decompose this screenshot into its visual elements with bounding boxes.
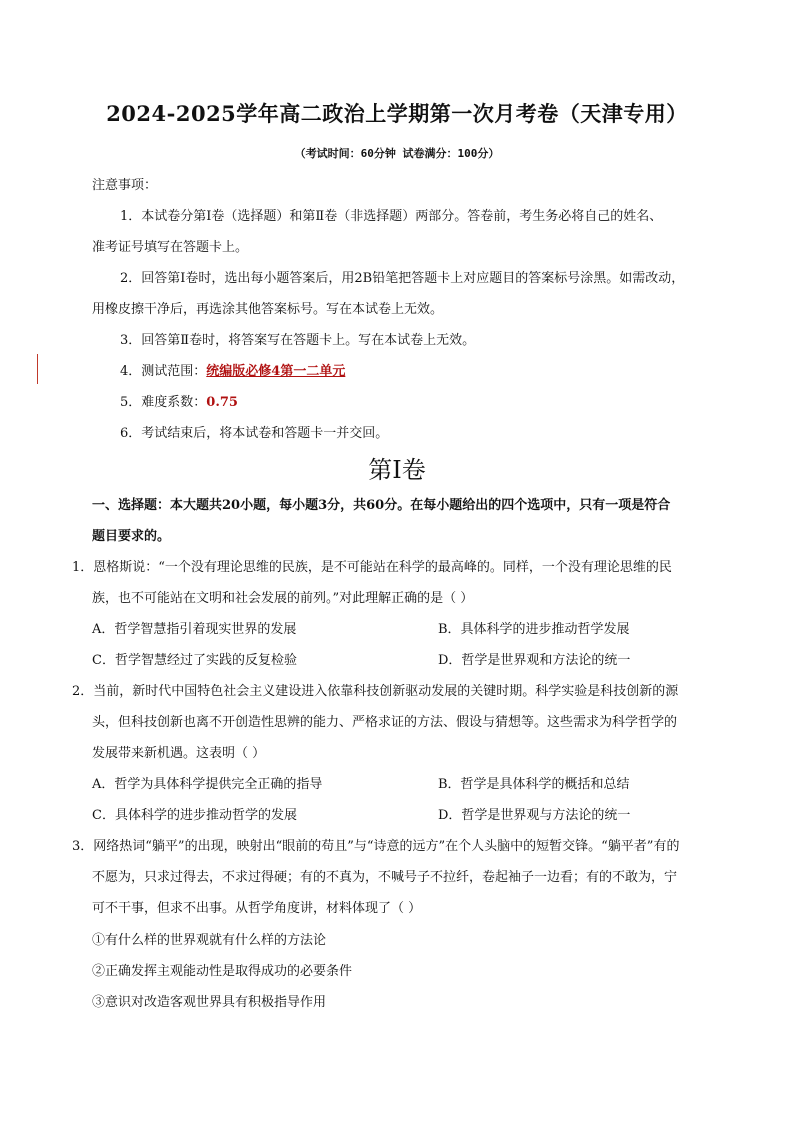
exam-subtitle: （考试时间：60分钟 试卷满分：100分） xyxy=(294,147,500,160)
question-1-line-1: 1．恩格斯说：“一个没有理论思维的民族，是不可能站在科学的最高峰的。同样，一个没有理论思维的民 xyxy=(72,560,672,575)
question-3-line-1: 3．网络热词“躺平”的出现，映射出“眼前的苟且”与“诗意的远方”在个人头脑中的短暂交锋。“躺平者”有的 xyxy=(72,839,680,854)
question-2-option-b: B．哲学是具体科学的概括和总结 xyxy=(438,777,630,792)
margin-mark xyxy=(37,354,38,384)
note-1-line-1: 1．本试卷分第Ⅰ卷（选择题）和第Ⅱ卷（非选择题）两部分。答卷前，考生务必将自己的姓名、 xyxy=(120,209,663,224)
note-4-prefix: 4．测试范围： xyxy=(120,364,207,379)
question-2-options-row-1 xyxy=(92,776,630,794)
question-2-line-3: 发展带来新机遇。这表明（ ） xyxy=(92,746,266,761)
note-3: 3．回答第Ⅱ卷时，将答案写在答题卡上。写在本试卷上无效。 xyxy=(120,333,476,348)
question-2-options-row-2 xyxy=(92,807,631,825)
question-3-item-3: ③意识对改造客观世界具有积极指导作用 xyxy=(92,995,327,1010)
question-2-option-a: A．哲学为具体科学提供完全正确的指导 xyxy=(92,777,323,792)
question-2-line-2: 头，但科技创新也离不开创造性思辨的能力、严格求证的方法、假设与猜想等。这些需求为科学哲学的 xyxy=(92,715,678,730)
note-6: 6．考试结束后，将本试卷和答题卡一并交回。 xyxy=(120,426,389,441)
note-2-line-2: 用橡皮擦干净后，再选涂其他答案标号。写在本试卷上无效。 xyxy=(92,302,444,317)
note-4 xyxy=(120,363,345,381)
difficulty-value: 0.75 xyxy=(206,395,238,410)
question-1-option-d: D．哲学是世界观和方法论的统一 xyxy=(438,653,631,668)
question-1-line-2: 族，也不可能站在文明和社会发展的前列。”对此理解正确的是（ ） xyxy=(92,591,474,606)
question-3-line-2: 不愿为，只求过得去，不求过得硬；有的不真为，不喊号子不拉纤，卷起袖子一边看；有的不敢为，宁 xyxy=(92,870,678,885)
note-5 xyxy=(120,394,238,412)
section-title: 第Ⅰ卷 xyxy=(368,456,426,484)
exam-title: 2024-2025学年高二政治上学期第一次月考卷（天津专用） xyxy=(106,101,688,126)
question-1-option-c: C．哲学智慧经过了实践的反复检验 xyxy=(92,653,297,668)
question-1-options-row-2 xyxy=(92,652,631,670)
question-3-item-2: ②正确发挥主观能动性是取得成功的必要条件 xyxy=(92,964,353,979)
question-1-option-b: B．具体科学的进步推动哲学发展 xyxy=(438,622,630,637)
test-scope: 统编版必修4第一二单元 xyxy=(206,364,346,379)
question-1-option-a: A．哲学智慧指引着现实世界的发展 xyxy=(92,622,297,637)
note-1-line-2: 准考证号填写在答题卡上。 xyxy=(92,240,249,255)
question-3-item-1: ①有什么样的世界观就有什么样的方法论 xyxy=(92,933,327,948)
question-2-option-c: C．具体科学的进步推动哲学的发展 xyxy=(92,808,297,823)
question-2-option-d: D．哲学是世界观与方法论的统一 xyxy=(438,808,631,823)
question-2-line-1: 2．当前，新时代中国特色社会主义建设进入依靠科技创新驱动发展的关键时期。科学实验是科技创新的源 xyxy=(72,684,679,699)
notes-heading: 注意事项： xyxy=(92,178,158,193)
section-instruction-line-1: 一、选择题：本大题共20小题，每小题3分，共60分。在每小题给出的四个选项中，只有一项是符合 xyxy=(92,498,671,513)
section-instruction-line-2: 题目要求的。 xyxy=(92,529,171,544)
question-1-options-row-1 xyxy=(92,621,630,639)
question-3-line-3: 可不干事，但求不出事。从哲学角度讲，材料体现了（ ） xyxy=(92,901,422,916)
note-2-line-1: 2．回答第Ⅰ卷时，选出每小题答案后，用2B铅笔把答题卡上对应题目的答案标号涂黑。如需改动， xyxy=(120,271,685,286)
note-5-prefix: 5．难度系数： xyxy=(120,395,207,410)
